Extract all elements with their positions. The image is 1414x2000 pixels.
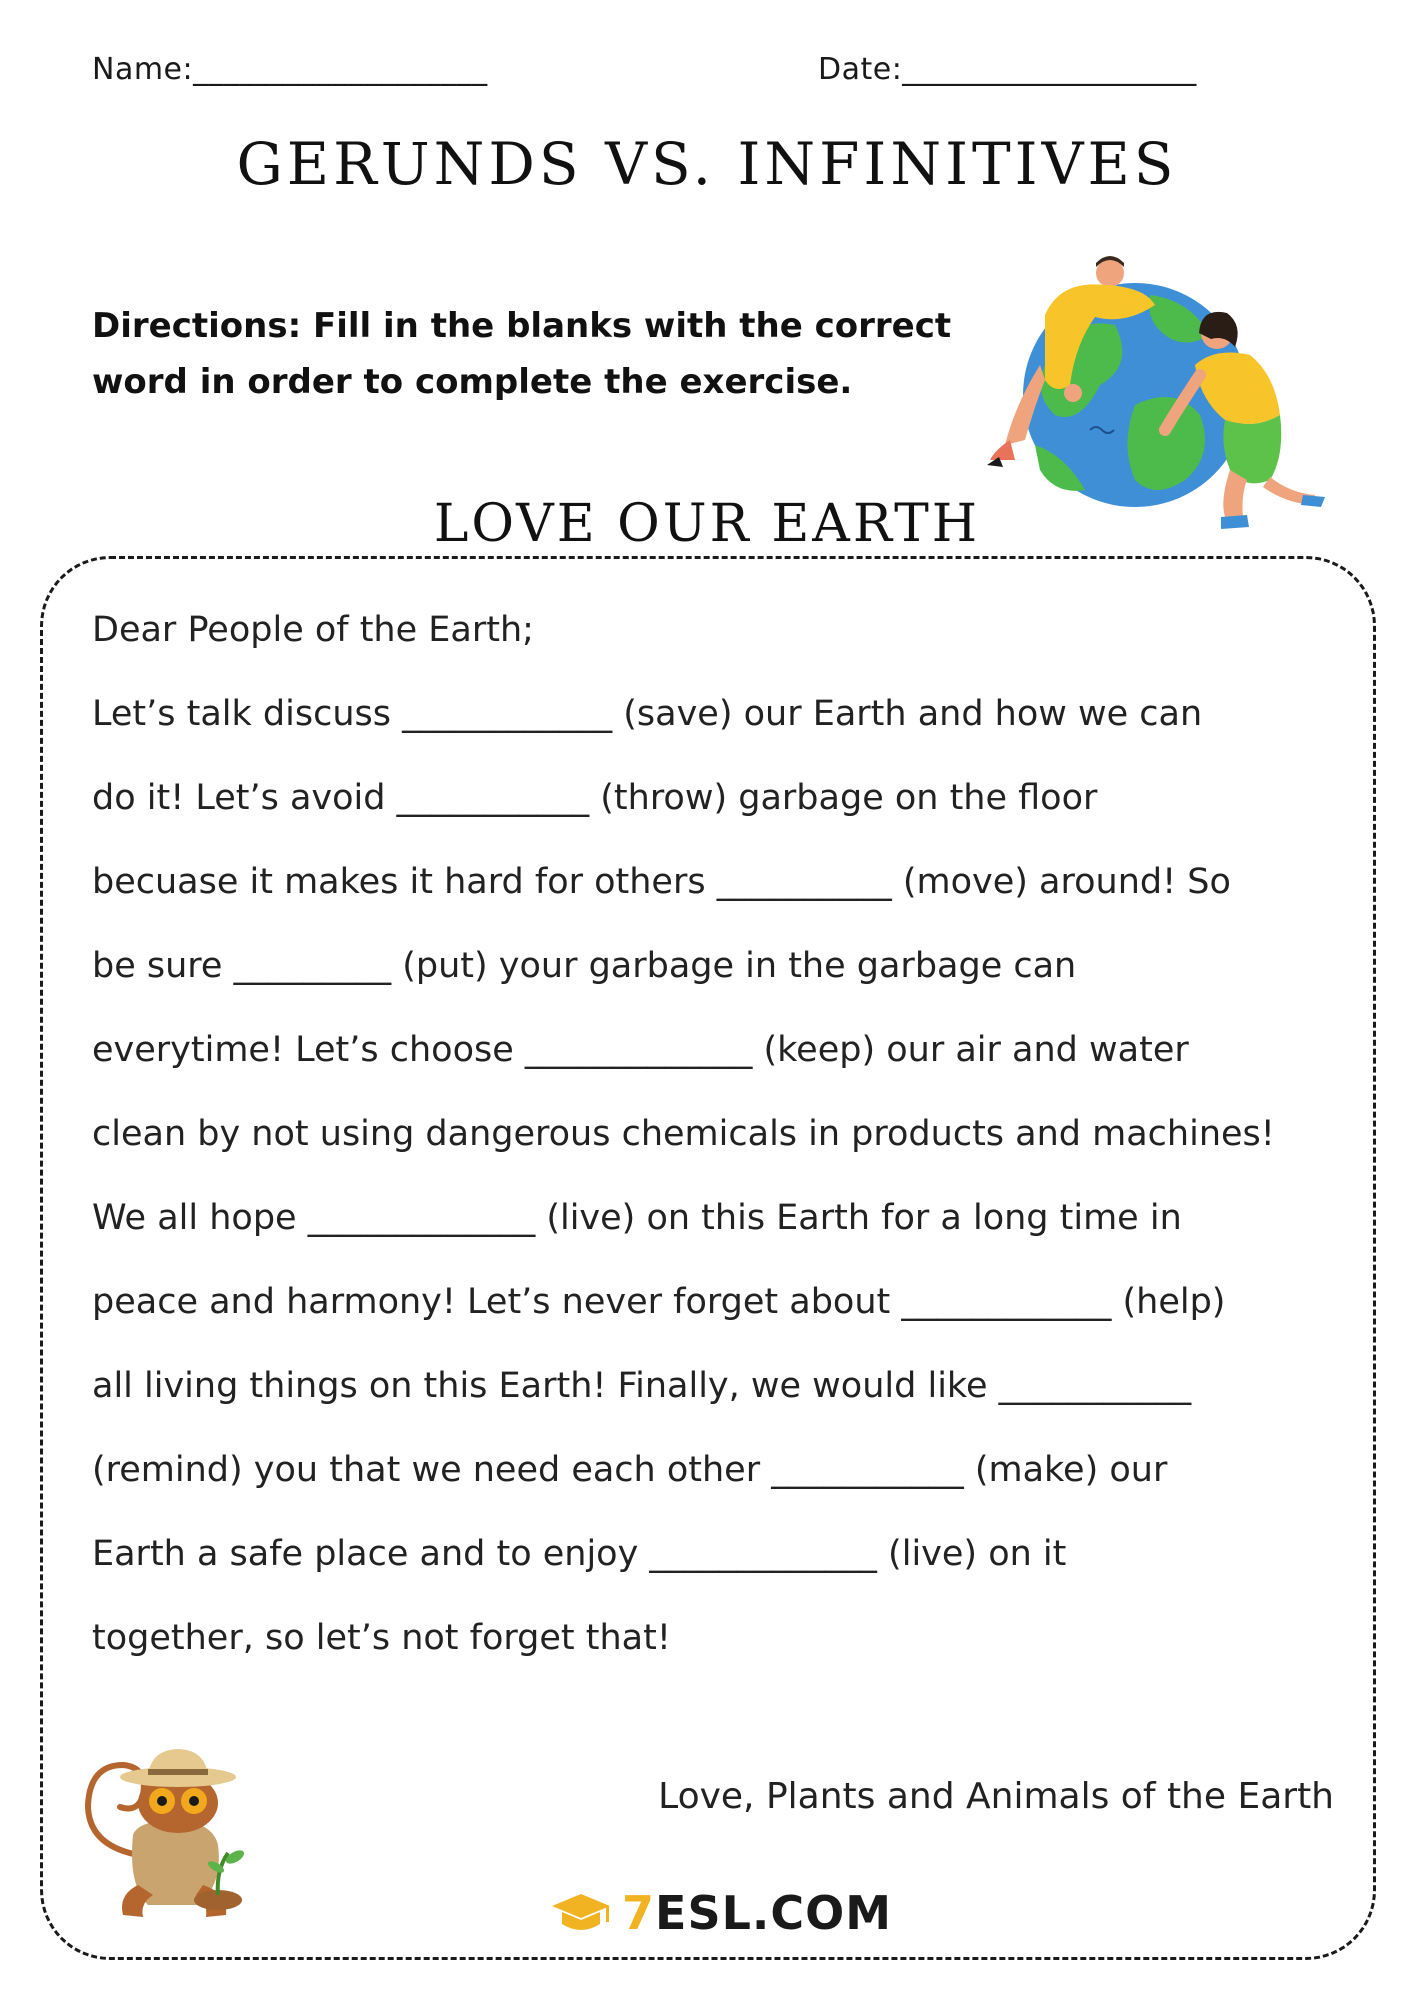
passage-line: Dear People of the Earth; — [92, 610, 534, 650]
passage-line: together, so let’s not forget that! — [92, 1618, 671, 1658]
date-field[interactable]: Date:___________________ — [818, 52, 1197, 87]
earth-hug-illustration — [985, 255, 1330, 535]
name-field[interactable]: Name:___________________ — [92, 52, 488, 87]
passage-title: LOVE OUR EARTH — [433, 494, 981, 554]
logo[interactable] — [548, 1885, 892, 1941]
passage-line: be sure _________ (put) your garbage in the garbage can — [92, 946, 1077, 986]
passage-line: do it! Let’s avoid ___________ (throw) garbage on the floor — [92, 778, 1098, 818]
passage-line: (remind) you that we need each other ___________ (make) our — [92, 1450, 1168, 1490]
logo-accent-text: 7 — [622, 1886, 656, 1940]
passage-line: clean by not using dangerous chemicals in products and machines! — [92, 1114, 1275, 1154]
graduation-cap-icon — [548, 1888, 614, 1938]
tarsier-explorer-illustration — [78, 1735, 278, 1925]
passage-line: becuase it makes it hard for others __________ (move) around! So — [92, 862, 1231, 902]
directions-text: Directions: Fill in the blanks with the correct word in order to complete the exercise. — [92, 306, 952, 402]
passage-line: everytime! Let’s choose _____________ (keep) our air and water — [92, 1030, 1189, 1070]
passage-line: We all hope _____________ (live) on this Earth for a long time in — [92, 1198, 1182, 1238]
logo-text — [622, 1886, 892, 1940]
worksheet-title: GERUNDS VS. INFINITIVES — [236, 130, 1178, 198]
logo-main-text: ESL.COM — [655, 1886, 892, 1940]
passage — [92, 600, 1342, 1692]
signature-text: Love, Plants and Animals of the Earth — [658, 1776, 1334, 1817]
passage-line: Let’s talk discuss ____________ (save) our Earth and how we can — [92, 694, 1203, 734]
passage-line: Earth a safe place and to enjoy _____________ (live) on it — [92, 1534, 1067, 1574]
passage-line: peace and harmony! Let’s never forget about ____________ (help) — [92, 1282, 1226, 1322]
passage-line: all living things on this Earth! Finally, we would like ___________ — [92, 1366, 1192, 1406]
